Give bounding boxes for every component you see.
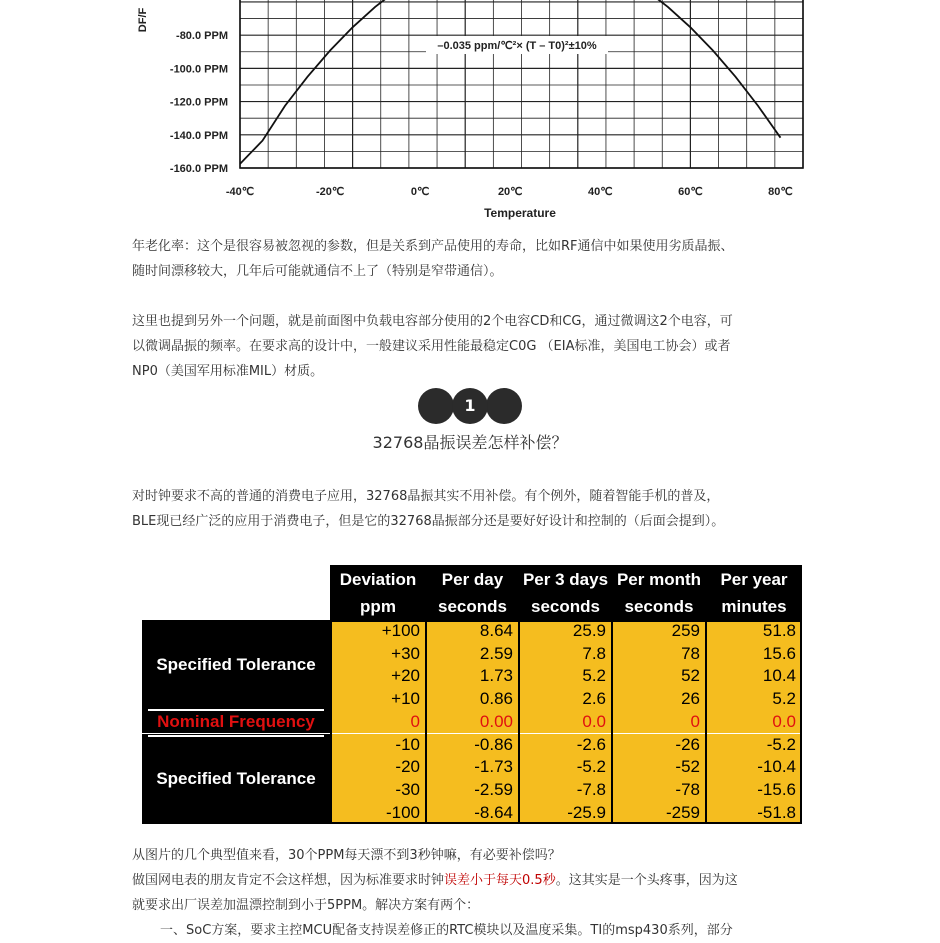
table-cell: 10.4 (706, 665, 802, 688)
compensation-paragraph (132, 843, 812, 943)
x-tick-label: -20℃ (315, 186, 345, 198)
header-line: minutes (721, 597, 787, 616)
x-tick-label: 0℃ (410, 186, 430, 198)
table-header-cell (612, 565, 706, 620)
table-cell: 5.2 (706, 688, 802, 711)
table-cell: 78 (612, 643, 706, 666)
para-text: 。这其实是一个头疼事，因为这 (555, 873, 738, 888)
table-cell: -7.8 (519, 779, 612, 802)
table-cell: 7.8 (519, 643, 612, 666)
badge-dot-icon (452, 388, 488, 424)
header-line: seconds (438, 597, 507, 616)
header-line: Per year (720, 570, 788, 589)
table-cell: 25.9 (519, 620, 612, 643)
load-capacitor-paragraph (132, 309, 812, 384)
table-cell: 0 (612, 711, 706, 734)
section-title: 32768晶振误差怎样补偿？ (372, 433, 568, 452)
table-header-cell (330, 565, 426, 620)
table-cell: 51.8 (706, 620, 802, 643)
table-cell: -10.4 (706, 756, 802, 779)
table-cell: -15.6 (706, 779, 802, 802)
header-line: Per 3 days (522, 570, 609, 589)
para-line: 以微调晶振的频率。在要求高的设计中，一般建议采用性能最稳定C0G （EIA标准，美国电工协会）或者 (132, 339, 731, 354)
table-cell: -1.73 (426, 756, 519, 779)
para-line: 随时间漂移较大，几年后可能就通信不上了（特别是窄带通信）。 (132, 264, 503, 279)
badge-dot-icon (486, 388, 522, 424)
para-line: 就要求出厂误差加温漂控制到小于5PPM。解决方案有两个： (132, 898, 480, 913)
aging-rate-paragraph (132, 234, 812, 284)
y-tick-label: -120.0 PPM (169, 96, 228, 109)
table-cell: -30 (330, 779, 426, 802)
drift-curve (240, 0, 780, 164)
table-cell: 2.6 (519, 688, 612, 711)
y-axis-label: DF/F (137, 7, 149, 33)
table-cell: -5.2 (519, 756, 612, 779)
temperature-drift-chart (130, 0, 820, 228)
badge-dot-icon (418, 388, 454, 424)
x-tick-label: -40℃ (225, 186, 255, 198)
value-area-border (330, 620, 802, 824)
x-tick-label: 20℃ (497, 186, 523, 198)
table-header-cell (426, 565, 519, 620)
table-cell: 259 (612, 620, 706, 643)
table-header-cell (519, 565, 612, 620)
table-cell: -51.8 (706, 802, 802, 825)
highlight-text: 误差小于每天0.5秒 (444, 873, 556, 888)
table-cell: 0.0 (706, 711, 802, 734)
table-cell: 0 (330, 711, 426, 734)
table-cell: -20 (330, 756, 426, 779)
para-line: 这里也提到另外一个问题，就是前面图中负载电容部分使用的2个电容CD和CG，通过微调这2个电容，可 (132, 314, 733, 329)
table-header-cell (706, 565, 802, 620)
y-tick-label: -140.0 PPM (169, 129, 228, 142)
para-line: 年老化率：这个是很容易被忽视的参数，但是关系到产品使用的寿命，比如RF通信中如果使用劣质晶振、 (132, 239, 734, 254)
table-cell: 1.73 (426, 665, 519, 688)
table-cell: 26 (612, 688, 706, 711)
header-line: Per day (441, 570, 504, 589)
table-cell: 0.86 (426, 688, 519, 711)
table-cell: -2.6 (519, 734, 612, 757)
section-number-badge (418, 388, 526, 424)
para-line: BLE现已经广泛的应用于消费电子，但是它的32768晶振部分还是要好好设计和控制的（后面会提到）。 (132, 514, 725, 529)
header-line: Per month (616, 570, 702, 589)
formula-annotation: –0.035 ppm/℃²× (T – T0)²±10% (437, 40, 597, 52)
table-cell: +100 (330, 620, 426, 643)
table-cell: -100 (330, 802, 426, 825)
group-label-bottom: Specified Tolerance (142, 734, 330, 825)
para-line: 对时钟要求不高的普通的消费电子应用，32768晶振其实不用补偿。有个例外，随着智能手机的普及， (132, 489, 720, 504)
section-number: 1 (464, 396, 476, 415)
table-cell: -0.86 (426, 734, 519, 757)
table-cell: 8.64 (426, 620, 519, 643)
header-line: ppm (360, 597, 396, 616)
y-tick-label: -160.0 PPM (169, 163, 228, 175)
table-cell: 15.6 (706, 643, 802, 666)
x-axis-label: Temperature (484, 206, 556, 220)
group-label-top: Specified Tolerance (142, 620, 330, 711)
consumer-app-paragraph (132, 484, 812, 534)
table-cell: -52 (612, 756, 706, 779)
tolerance-table (142, 565, 802, 825)
table-cell: -78 (612, 779, 706, 802)
table-cell: 5.2 (519, 665, 612, 688)
para-line: NP0（美国军用标准MIL）材质。 (132, 364, 324, 379)
y-tick-label: -100.0 PPM (169, 63, 228, 76)
x-tick-label: 80℃ (768, 186, 793, 198)
table-cell: -26 (612, 734, 706, 757)
nominal-rule (148, 709, 324, 711)
chart-svg (130, 0, 820, 228)
table-cell: 52 (612, 665, 706, 688)
table-cell: -2.59 (426, 779, 519, 802)
para-line: 从图片的几个典型值来看，30个PPM每天漂不到3秒钟嘛，有必要补偿吗？ (132, 848, 561, 863)
x-tick-label: 60℃ (678, 186, 703, 198)
table-cell: +30 (330, 643, 426, 666)
header-line: seconds (624, 597, 694, 616)
table-cell: 0.00 (426, 711, 519, 734)
y-tick-label: -80.0 PPM (176, 30, 228, 43)
header-line: seconds (531, 597, 600, 616)
table-cell: -8.64 (426, 802, 519, 825)
x-tick-label: 40℃ (588, 186, 613, 198)
table-cell: +20 (330, 665, 426, 688)
header-line: Deviation (339, 570, 417, 589)
table-cell: 2.59 (426, 643, 519, 666)
table-cell: -10 (330, 734, 426, 757)
para-line: 一、SoC方案，要求主控MCU配备支持误差修正的RTC模块以及温度采集。TI的msp430系列，部分 (160, 923, 733, 938)
para-text: 做国网电表的朋友肯定不会这样想，因为标准要求时钟 (132, 873, 445, 888)
group-label-nominal: Nominal Frequency (142, 711, 330, 734)
table-cell: 0.0 (519, 711, 612, 734)
nominal-rule (148, 735, 324, 737)
table-cell: -259 (612, 802, 706, 825)
table-cell: +10 (330, 688, 426, 711)
table-cell: -5.2 (706, 734, 802, 757)
para-line (132, 868, 812, 893)
table-cell: -25.9 (519, 802, 612, 825)
